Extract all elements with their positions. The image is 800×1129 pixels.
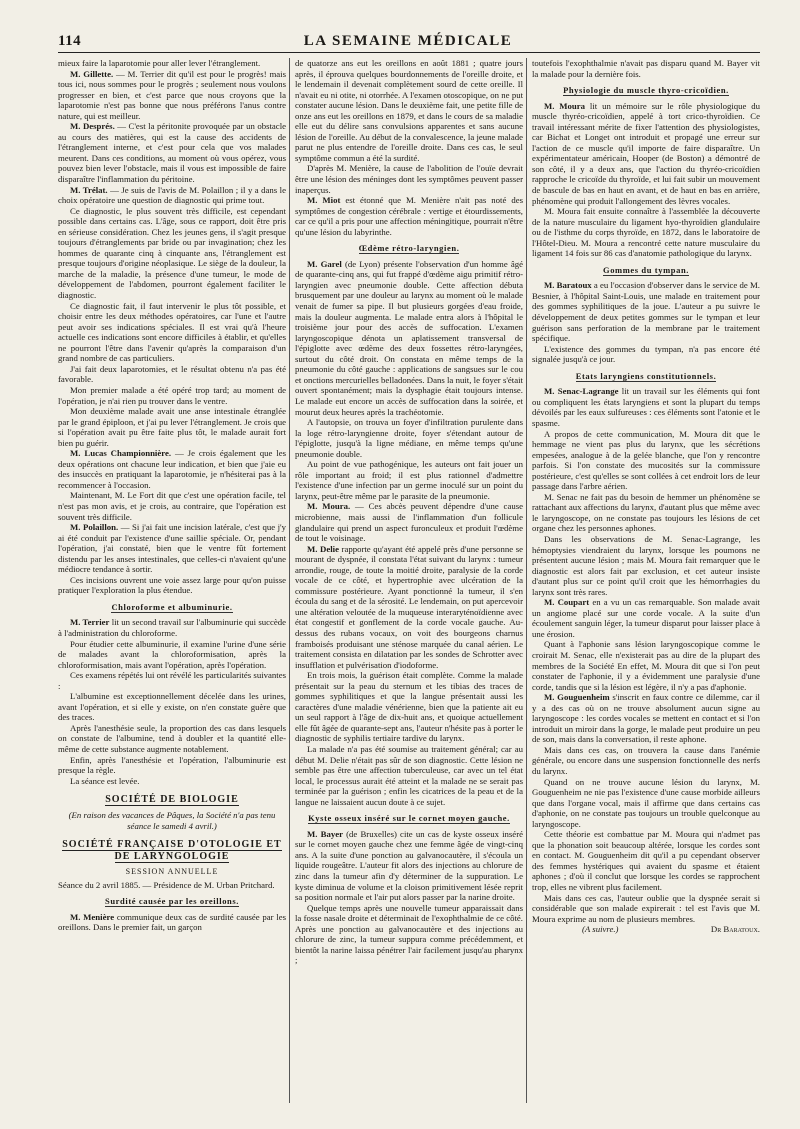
paragraph-text: toutefois l'exophthalmie n'avait pas disparu quand M. Bayer vit la malade pour la dernière fois. [532, 58, 760, 79]
paragraph [295, 459, 523, 501]
column-divider [289, 58, 290, 1103]
speaker-name: M. Gouguenheim [544, 692, 610, 703]
paragraph [295, 829, 523, 903]
paragraph [295, 259, 523, 417]
paragraph-text: Après l'anesthésie seule, la proportion des cas dans lesquels on constate de l'albumine, tend à doubler et la quantité elle-même de cette substance augmente notablement. [58, 722, 286, 754]
paragraph [58, 617, 286, 638]
paragraph-text: La séance est levée. [70, 775, 140, 786]
paragraph-text: de quatorze ans eut les oreillons en août 1881 ; quatre jours après, il éprouva quelques bourdonnements de l'oreille droite, et le lendemain il devenait complètement sourd de cette oreille. Il n'avait eu ni otite, ni otorrhée. A l'examen otoscopique, on ne put constater aucune lésion. Dans le deuxième fait, une petite fille de onze ans eut les oreillons en 1879, et dans le cours de sa maladie elle eut du délire sans convulsions apparentes et sans aucune lésion de l'oreille. Au début de la convalescence, la jeune malade parut ne plus entendre de l'oreille droite. Dans ces cas, le seul symptôme commun a été la surdité. [295, 58, 523, 163]
paragraph-text: Ce diagnostic fait, il faut intervenir le plus tôt possible, et choisir entre les deux méthodes opératoires, car l'une et l'autre peut avoir ses indications spéciales. Il est vrai qu'à l'heure actuelle ces indications sont encore difficiles à établir, et qu'elles ne pourront l'être dans l'avenir qu'après la comparaison d'un grand nombre de cas particuliers. [58, 300, 286, 364]
section-heading-text: Œdème rétro-laryngien. [358, 243, 460, 254]
paragraph-text: — C'est la péritonite provoquée par un obstacle au cours des matières, qui est la cause des accidents de l'étranglement interne, et c'est pour cela que vos malades meurent. Dans ces conditions, au moment où vous opérez, vous pouvez bien lever l'obstacle, mais il vous est impossible de faire disparaître l'inflammation du péritoine. [58, 121, 286, 185]
paragraph-text: La malade n'a pas été soumise au traitement général; car au début M. Delie n'était pas sûr de son diagnostic. Cette lésion ne semble pas être une affection tuberculeuse, car avec un tel état local, le processus aurait été atteint et la malade ne se serait pas terminée par la guérison ; enfin les cicatrices de la peau et de la langue ne laissaient aucun doute à ce sujet. [295, 744, 523, 807]
paragraph [295, 417, 523, 459]
column-left [58, 58, 286, 1108]
paragraph [532, 534, 760, 597]
society-heading-text: SOCIÉTÉ DE BIOLOGIE [105, 794, 239, 806]
speaker-name: M. Gillette. [70, 68, 114, 79]
paragraph [58, 206, 286, 301]
session-label: SESSION ANNUELLE [125, 867, 219, 877]
paragraph [58, 723, 286, 755]
speaker-name: M. Moura. [307, 501, 351, 512]
paragraph-text: Séance du 2 avril 1885. — Présidence de M. Urban Pritchard. [58, 879, 275, 890]
paragraph [295, 903, 523, 966]
paragraph-text: Enfin, après l'anesthésie et l'opération, l'albuminurie est presque la règle. [58, 754, 286, 776]
paragraph [58, 755, 286, 776]
paragraph [532, 745, 760, 777]
society-heading [58, 794, 286, 806]
paragraph [295, 195, 523, 237]
paragraph-text: M. Senac ne fait pas du besoin de hemmer un phénomène se rattachant aux affections du larynx, d'autant plus que même avec le laryngoscope, on ne constate pas toujours les lésions de cet organe chez les personnes aphones. [532, 491, 760, 534]
speaker-name: M. Baratoux [544, 280, 592, 291]
paragraph-text: Ce diagnostic, le plus souvent très difficile, est cependant possible dans certains cas. L'âge, sous ce rapport, doit être pris en sérieuse considération. Chez les jeunes gens, il s'agit presque toujours d'étranglements par bride ou par invagination; chez les hommes de quarante cinq à cinquante ans, l'étranglement est presque toujours d'origine néoplasique. Le siège de la douleur, la marche de la maladie, la présence d'une tumeur, le mode de développement de l'abdomen, pourront également faciliter le diagnostic. [58, 205, 286, 301]
speaker-name: M. Bayer [307, 828, 343, 839]
paragraph-text: D'après M. Menière, la cause de l'abolition de l'ouïe devrait être une lésion des méninges dont les symptômes peuvent passer inaperçus. [295, 163, 523, 195]
paragraph [58, 691, 286, 723]
paragraph-text: communique deux cas de surdité causée par les oreillons. Dans le premier fait, un garçon [58, 911, 286, 933]
paragraph-text: Dans les observations de M. Senac-Lagrange, les hémoptysies viendraient du larynx, lorsque les poumons ne présentent aucune lésion ; mais M. Moura fait remarquer que le diagnostic est alors fait par exclusion, et cet auteur insiste d'autant plus sur ce point qu'il croit que les hémorrhagies du larynx sont très rares. [532, 533, 760, 597]
paragraph [58, 58, 286, 69]
paragraph-text: (de Lyon) présente l'observation d'un homme âgé de quarante-cinq ans, qui fut frappé d'œdème aigu primitif rétro-laryngien avec pneumonie double. Cette affection débuta brusquement par une douleur au larynx au moment où le malade venait de fumer sa pipe. Il but plusieurs gorgées d'eau froide, mais la douleur augmenta. Le malade entra alors à l'hôpital le troisième jour pour des accès de suffocation. L'examen laryngoscopique dénota un aplatissement transversal de l'épiglotte avec œdème des deux fossettes rétro-laryngées, surtout du côté droit. On constata en même temps de la pneumonie du côté gauche : applications de sangsues sur le cou et onctions mercurielles belladonées. Dans la nuit, le foyer s'était ouvert spontanément; mais la dysphagie était toujours intense. Le malade eut encore un accès de suffocation dans la soirée, et mourut deux heures après la trachéotomie. [295, 258, 523, 417]
speaker-name: M. Després. [70, 121, 115, 132]
paragraph [58, 912, 286, 933]
paragraph-text: — Je crois également que les deux opérations ont chacune leur indication, et bien que j'aie eu des insuccès en pratiquant la laparotomie, je n'hésiterai pas à la recommencer à l'occasion. [58, 448, 286, 490]
paragraph [532, 58, 760, 79]
section-heading-text: Gommes du tympan. [603, 264, 689, 275]
paragraph [532, 429, 760, 492]
paragraph-text: — Ces abcès peuvent dépendre d'une cause microbienne, mais aussi de l'inflammation d'un follicule glandulaire qui prend un aspect furonculeux et produit l'œdème de tout le voisinage. [295, 501, 523, 544]
header-rule [58, 52, 760, 53]
paragraph-text: mieux faire la laparotomie pour aller lever l'étranglement. [58, 58, 261, 68]
speaker-name: M. Menière [70, 911, 115, 922]
speaker-name: M. Delie [307, 543, 339, 554]
paragraph [532, 206, 760, 259]
paragraph-text: — Je suis de l'avis de M. Polaillon ; il y a dans le choix opératoire une question de diagnostic qui prime tout. [58, 184, 286, 206]
paragraph-text: Mon deuxième malade avait une anse intestinale étranglée par le grand épiploon, et j'ai pu lever l'étranglement. Je crois que si l'opération avait pu être faite plus tôt, le malade aurait fort bien pu guérir. [58, 406, 286, 448]
paragraph-text: En trois mois, la guérison était complète. Comme la malade présentait sur la peau du sternum et les tibias des traces de gommes syphilitiques et que la langue présentait aussi les caractères d'une maladie vénérienne, bien que la patiente ait eu un seul rapport à l'âge de dix-huit ans, et quoique actuellement elle fût âgée de quarante-sept ans, l'auteur n'hésite pas à porter le diagnostic de syphilis tertiaire tardive du larynx. [295, 670, 523, 744]
paragraph-text: L'existence des gommes du tympan, n'a pas encore été signalée jusqu'à ce jour. [532, 343, 760, 365]
paragraph-text: Maintenant, M. Le Fort dit que c'est une opération facile, tel n'est pas mon avis, et je crois, au contraire, que l'opération est souvent très difficile. [58, 490, 286, 522]
paragraph [532, 893, 760, 925]
paragraph [532, 639, 760, 692]
paragraph [295, 544, 523, 671]
paragraph-text: Ces incisions ouvrent une voie assez large pour qu'on puisse pratiquer l'exploration la plus étendue. [58, 574, 286, 596]
paragraph [58, 776, 286, 787]
paragraph-text: (de Bruxelles) cite un cas de kyste osseux inséré sur le cornet moyen gauche chez une femme âgée de vingt-cinq ans. A la suite d'une ponction au galvanocautère, il s'écoula un liquide rougeâtre. L'auteur fit alors des injections au chlorure de zinc dans la tumeur afin d'y déterminer de la suppuration. Le kyste diminua de volume et la cloison primitivement lésée reprit sa position normale et l'air put alors passer par la narine droite. [295, 828, 523, 903]
society-heading-text: SOCIÉTÉ FRANÇAISE D'OTOLOGIE ET DE LARYNGOLOGIE [62, 839, 282, 863]
paragraph-text: a eu l'occasion d'observer dans le service de M. Besnier, à l'hôpital Saint-Louis, une malade en traitement pour des gommes syphilitiques de la joue. L'auteur a pu suivre le développement de deux petites gommes sur le tympan et leur guérison sans perforation de la membrane par le traitement spécifique. [532, 280, 760, 344]
paragraph [58, 575, 286, 596]
paragraph-text: lit un second travail sur l'albuminurie qui succède à l'administration du chloroforme. [58, 617, 286, 638]
paragraph [295, 163, 523, 195]
author-signature: Dr Baratoux. [710, 924, 760, 935]
paragraph [58, 364, 286, 385]
paragraph [58, 490, 286, 522]
paragraph [295, 501, 523, 543]
continued-note: (A suivre.) [582, 924, 619, 935]
paragraph-text: Quand on ne trouve aucune lésion du larynx, M. Gouguenheim ne nie pas l'existence d'une cause morbide ailleurs que dans l'organe vocal, mais il affirme que dans certains cas d'aphonie, on ne constate pas toujours un trouble quelconque au laryngoscope. [532, 776, 760, 829]
paragraph [58, 301, 286, 364]
section-heading [532, 371, 760, 382]
paragraph [532, 280, 760, 343]
paragraph [295, 58, 523, 163]
section-heading [295, 243, 523, 254]
paragraph [295, 670, 523, 744]
paragraph [58, 880, 286, 891]
paragraph [58, 448, 286, 490]
paragraph-text: Quant à l'aphonie sans lésion laryngoscopique comme le croirait M. Senac, elle n'existerait pas au dire de la plupart des membres de la Société En effet, M. Moura dit que si l'on peut constater de l'aphonie, il y a évidemment une paralysie d'une corde, tandis que si la lésion est légère, il n'y a pas d'aphonie. [532, 639, 760, 692]
paragraph-text: — M. Terrier dit qu'il est pour le progrès! mais tous ici, nous sommes pour le progrès ; seulement nous voulons progresser en bien, et c'est parce que nous croyons que la laparotomie n'est pas bonne que nous préférons l'anus contre nature, qui est meilleur. [58, 68, 286, 121]
paragraph-text: Quelque temps après une nouvelle tumeur apparaissait dans la fosse nasale droite et déterminait de l'exophthalmie de ce côté. Après une ponction au galvanocautère et des injections au chlorure de zinc, la tumeur suppura comme précédemment, et bientôt la narine laissa pénétrer l'air facilement jusqu'au pharynx ; [295, 902, 523, 966]
paragraph-text: Ces examens répétés lui ont révélé les particularités suivantes : [58, 670, 286, 691]
section-heading-text: Kyste osseux inséré sur le cornet moyen gauche. [308, 813, 510, 824]
paragraph-text: — Si j'ai fait une incision latérale, c'est que j'y ai été conduit par l'existence d'une saillie spéciale. Or, pendant l'opération, j'ai constaté, bien que le ventre fût fortement distendu par les anses intestinales, que celles-ci n'avaient qu'une médiocre tendance à sortir. [58, 522, 286, 575]
paragraph [58, 69, 286, 122]
speaker-name: M. Lucas Championnière. [70, 448, 172, 459]
paragraph-text: L'albumine est exceptionnellement décelée dans les urines, avant l'opération, et si elle y existe, on n'en constate guère que des traces. [58, 691, 286, 723]
paragraph [58, 385, 286, 406]
paragraph [532, 492, 760, 534]
column-divider [526, 58, 527, 1103]
speaker-name: M. Trélat. [70, 184, 108, 195]
section-heading-text: Surdité causée par les oreillons. [105, 896, 239, 907]
paragraph-text: Cette théorie est combattue par M. Moura qui n'admet pas que la phonation soit beaucoup altérée, lorsque les cordes sont en contact. M. Gouguenheim dit qu'il a pu cependant observer des femmes hystériques qui avaient du spasme et étaient aphones ; d'où il conclut que lorsque les cordes se rapprochent trop, elles ne vibrent plus facilement. [532, 829, 760, 893]
paragraph-text: A l'autopsie, on trouva un foyer d'infiltration purulente dans la loge rétro-laryngienne droite, foyer s'étendant autour de l'épiglotte, jusqu'à la ligne médiane, en même temps qu'une pneumonie double. [295, 417, 523, 459]
paragraph [58, 121, 286, 184]
paragraph-text: rapporte qu'ayant été appelé près d'une personne se mourant de dyspnée, il constata l'état suivant du larynx : tumeur arrondie, rouge, de toute la moitié droite, paralysie de la corde vocale de ce côté, et hypertrophie avec ulcération de la commissure postérieure. Ayant ponctionné la tumeur, il s'en écoula du sang et de la sérosité. Le lendemain, on put apercevoir une altération veloutée de la muqueuse interaryténoïdienne avec état congestif et gonflement de la corde vocale gauche. Au-dessus des rubans vocaux, on voit des bourgeons charnus framboisés produisant une sténose marquée du canal aérien. Le traitement consista en dilatation par les sondes de Schrotter avec insufflation et pulvérisation d'iodoforme. [295, 543, 523, 670]
speaker-name: M. Polaillon. [70, 522, 119, 533]
paragraph [58, 522, 286, 575]
section-heading-text: Chloroforme et albuminurie. [111, 601, 233, 612]
speaker-name: M. Miot [307, 195, 341, 206]
paragraph-text: J'ai fait deux laparotomies, et le résultat obtenu n'a pas été favorable. [58, 363, 286, 385]
paragraph [532, 692, 760, 745]
paragraph [58, 406, 286, 448]
paragraph [58, 670, 286, 691]
speaker-name: M. Coupart [544, 597, 590, 608]
paragraph-text: M. Moura fait ensuite connaître à l'assemblée la découverte de la nature musculaire du ligament hyo-thyroïdien glandulaire ou de l'isthme du corps thyroïde, en 1872, dans le laboratoire de l'Hôtel-Dieu. M. Moura a rencontré cette nature musculaire du ligament 14 fois sur 86 cas d'anatomie pathologique du larynx. [532, 206, 760, 259]
paragraph [295, 744, 523, 807]
page-number: 114 [58, 33, 82, 49]
speaker-name: M. Garel [307, 258, 342, 269]
paragraph-text: Mais dans ces cas, l'auteur oublie que la dyspnée serait si considérable que son malade expirerait : tel est l'avis que M. Moura exprime au nom de plusieurs membres. [532, 892, 760, 924]
section-heading-text: Physiologie du muscle thyro-cricoïdien. [563, 85, 729, 96]
paragraph [532, 101, 760, 206]
society-heading [58, 839, 286, 863]
section-heading-text: Etats laryngiens constitutionnels. [575, 370, 717, 381]
paragraph-text: lit un mémoire sur le rôle physiologique du muscle thyréo-cricoïdien, appelé à tort crico-thyroïdien. Ce travail intéressant mérite de fixer l'attention des physiologistes, car Bichat et Longet ont introduit et propagé une erreur sur l'action de ce muscle qu'il importe de faire disparaître. Un expérimentateur américain, Hooper (de Boston) a démontré de son côté, il y a deux ans, que l'action du thyréo-cricoïdien rapproche le cricoïde du thyroïde, et lui fait subir un mouvement de bascule de bas en haut en avant, et de haut en bas en arrière, phénomène qui produit l'allongement des lèvres vocales. [532, 100, 760, 206]
paragraph [58, 639, 286, 671]
paragraph-text: Au point de vue pathogénique, les auteurs ont fait jouer un rôle important au froid; il est plus rationnel d'admettre l'existence d'une infection par un germe inoculé sur un point du larynx, peut-être même par le parasite de la pneumonie. [295, 459, 523, 501]
paragraph [532, 777, 760, 830]
italic-note: (En raison des vacances de Pâques, la Société n'a pas tenu séance le samedi 4 avril.) [68, 810, 276, 831]
paragraph [58, 185, 286, 206]
signature-line [532, 924, 760, 935]
running-header [58, 33, 758, 51]
speaker-name: M. Terrier [70, 617, 110, 628]
column-middle [295, 58, 523, 1108]
paragraph [532, 829, 760, 892]
paragraph-text: A propos de cette communication, M. Moura dit que le hemmage ne vient pas plus du larynx, que les sécrétions empesées, analogue à de la gelée blanche, que l'on y rencontre parfois. Si l'on constate des mucosités sur la commissure postérieure, c'est qu'elles se sont collées à cet endroit lors de leur passage dans l'arbre aérien. [532, 428, 760, 492]
paragraph-text: en a vu un cas remarquable. Son malade avait un angiome placé sur une corde vocale. A la suite d'un écoulement sanguin léger, la tumeur disparut pour laisser place à une érosion. [532, 597, 760, 639]
section-heading [295, 813, 523, 824]
section-heading [58, 602, 286, 613]
paragraph [532, 344, 760, 365]
paragraph [532, 597, 760, 639]
section-heading [532, 265, 760, 276]
speaker-name: M. Senac-Lagrange [544, 386, 619, 397]
paragraph [532, 386, 760, 428]
speaker-name: M. Moura [544, 100, 586, 111]
section-heading [532, 85, 760, 96]
paragraph-text: lit un travail sur les éléments qui font ou compliquent les états laryngiens et sont la plupart du temps dévoilés par les eaux sulfureuses : ces éléments sont l'atonie et le spasme. [532, 386, 760, 428]
paragraph-text: Mais dans ces cas, on trouvera la cause dans l'anémie générale, ou encore dans une suspension fonctionnelle des nerfs du larynx. [532, 744, 760, 776]
journal-title: LA SEMAINE MÉDICALE [303, 33, 513, 49]
paragraph-text: est étonné que M. Menière n'ait pas noté des symptômes de congestion cérébrale : vertige et étourdissements, car ce qu'il a pris pour une affection méningitique, pourrait n'être qu'une lésion du labyrinthe. [295, 195, 523, 237]
paragraph-text: Mon premier malade a été opéré trop tard; au moment de l'opération, je n'ai rien pu trouver dans le ventre. [58, 384, 286, 406]
paragraph-text: Pour étudier cette albuminurie, il examine l'urine d'une série de malades avant la chloroformisation, après la chloroformisation, mais avant l'opération, après l'opération. [58, 638, 286, 670]
section-heading [58, 896, 286, 907]
column-right [532, 58, 760, 1108]
paragraph-text: s'inscrit en faux contre ce dilemme, car il y a des cas où on ne trouve absolument aucun signe au laryngoscope : les cordes vocales se mettent en contact et si l'on introduit un miroir dans la gorge, le malade peut produire un peu de son, mais dans la conversation, il reste aphone. [532, 692, 760, 745]
